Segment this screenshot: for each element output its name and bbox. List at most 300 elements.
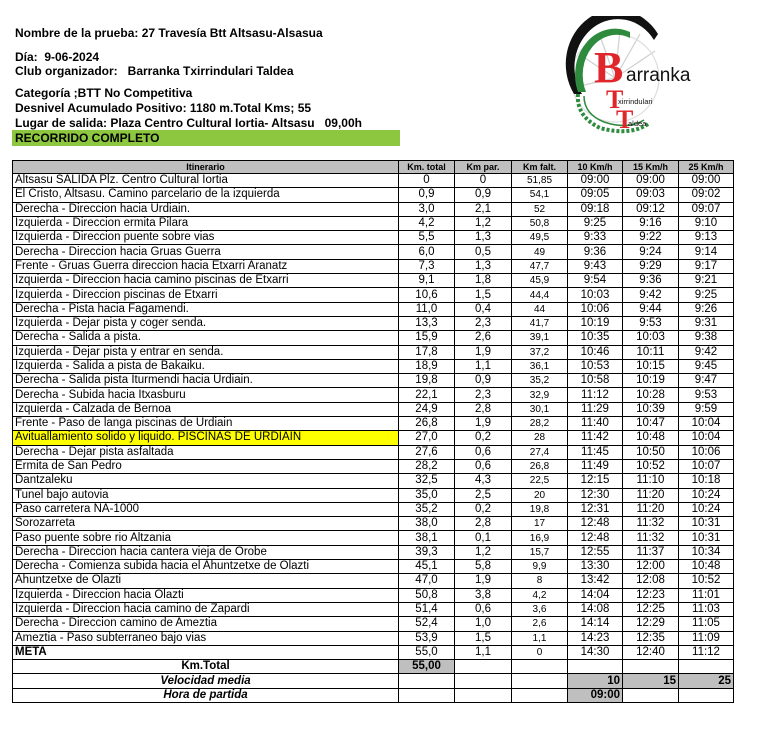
time-25kmh-cell: 10:52 xyxy=(679,574,734,588)
time-10kmh-cell: 10:53 xyxy=(568,359,623,373)
time-15kmh-cell: 09:03 xyxy=(623,188,679,202)
col-header-25kmh: 25 Km/h xyxy=(679,161,734,174)
km-partial-cell: 1,0 xyxy=(455,617,512,631)
time-15kmh-cell: 12:25 xyxy=(623,602,679,616)
itinerary-cell: Sorozarreta xyxy=(13,517,399,531)
time-10kmh-cell: 10:06 xyxy=(568,302,623,316)
itinerary-cell: Dantzaleku xyxy=(13,474,399,488)
itinerary-cell: Derecha - Salida a pista. xyxy=(13,331,399,345)
table-row xyxy=(13,588,734,602)
km-partial-cell: 0,6 xyxy=(455,602,512,616)
elevation-info: Desnivel Acumulado Positivo: 1180 m.Total Kms; 55 xyxy=(15,101,312,115)
time-25kmh-cell: 10:48 xyxy=(679,560,734,574)
km-total-cell: 39,3 xyxy=(399,545,455,559)
km-total-cell: 47,0 xyxy=(399,574,455,588)
empty-cell xyxy=(455,688,512,702)
time-10kmh-cell: 11:12 xyxy=(568,388,623,402)
km-remaining-cell: 15,7 xyxy=(512,545,568,559)
km-partial-cell: 1,9 xyxy=(455,417,512,431)
route-table xyxy=(12,160,734,703)
km-total-cell: 53,9 xyxy=(399,631,455,645)
col-header-km-par: Km par. xyxy=(455,161,512,174)
time-15kmh-cell: 12:08 xyxy=(623,574,679,588)
itinerary-cell: Izquierda - Direccion hacia camino de Zapardi xyxy=(13,602,399,616)
km-total-cell: 13,3 xyxy=(399,316,455,330)
time-10kmh-cell: 11:29 xyxy=(568,402,623,416)
table-row xyxy=(13,502,734,516)
time-15kmh-cell: 9:36 xyxy=(623,274,679,288)
itinerary-cell: Derecha - Direccion hacia cantera vieja de Orobe xyxy=(13,545,399,559)
km-total-cell: 50,8 xyxy=(399,588,455,602)
km-partial-cell: 5,8 xyxy=(455,560,512,574)
km-partial-cell: 1,2 xyxy=(455,216,512,230)
time-10kmh-cell: 9:36 xyxy=(568,245,623,259)
time-15kmh-cell: 10:50 xyxy=(623,445,679,459)
time-25kmh-cell: 9:26 xyxy=(679,302,734,316)
km-remaining-cell: 30,1 xyxy=(512,402,568,416)
km-remaining-cell: 49 xyxy=(512,245,568,259)
km-partial-cell: 1,3 xyxy=(455,259,512,273)
time-15kmh-cell: 11:10 xyxy=(623,474,679,488)
table-row xyxy=(13,545,734,559)
speed-15: 15 xyxy=(623,674,679,688)
time-25kmh-cell: 10:07 xyxy=(679,459,734,473)
km-partial-cell: 0,6 xyxy=(455,459,512,473)
logo-letter-t1: T xyxy=(606,85,624,114)
km-remaining-cell: 2,6 xyxy=(512,617,568,631)
time-10kmh-cell: 13:42 xyxy=(568,574,623,588)
itinerary-cell: Derecha - Pista hacia Fagamendi. xyxy=(13,302,399,316)
km-total-cell: 10,6 xyxy=(399,288,455,302)
itinerary-cell: Frente - Gruas Guerra direccion hacia Etxarri Aranatz xyxy=(13,259,399,273)
itinerary-cell: Izquierda - Calzada de Bernoa xyxy=(13,402,399,416)
km-total-cell: 3,0 xyxy=(399,202,455,216)
km-total-cell: 4,2 xyxy=(399,216,455,230)
km-partial-cell: 1,9 xyxy=(455,345,512,359)
km-partial-cell: 2,5 xyxy=(455,488,512,502)
itinerary-cell: Izquierda - Direccion ermita Pilara xyxy=(13,216,399,230)
time-15kmh-cell: 12:29 xyxy=(623,617,679,631)
km-total-cell: 32,5 xyxy=(399,474,455,488)
km-remaining-cell: 47,7 xyxy=(512,259,568,273)
km-partial-cell: 1,2 xyxy=(455,545,512,559)
table-row xyxy=(13,188,734,202)
km-partial-cell: 2,8 xyxy=(455,402,512,416)
km-total-cell: 28,2 xyxy=(399,459,455,473)
table-header-row xyxy=(13,161,734,174)
time-25kmh-cell: 10:31 xyxy=(679,517,734,531)
table-row xyxy=(13,517,734,531)
time-25kmh-cell: 09:02 xyxy=(679,188,734,202)
km-remaining-cell: 26,8 xyxy=(512,459,568,473)
time-25kmh-cell: 10:18 xyxy=(679,474,734,488)
time-10kmh-cell: 11:45 xyxy=(568,445,623,459)
table-row xyxy=(13,631,734,645)
km-total-cell: 26,8 xyxy=(399,417,455,431)
speed-10: 10 xyxy=(568,674,623,688)
itinerary-cell: Derecha - Subida hacia Itxasburu xyxy=(13,388,399,402)
empty-cell xyxy=(679,660,734,674)
km-remaining-cell: 41,7 xyxy=(512,316,568,330)
speed-25: 25 xyxy=(679,674,734,688)
average-speed-row xyxy=(13,674,734,688)
start-place: Lugar de salida: Plaza Centro Cultural Iortia- Altsasu 09,00h xyxy=(15,116,362,130)
time-15kmh-cell: 10:48 xyxy=(623,431,679,445)
km-remaining-cell: 19,8 xyxy=(512,502,568,516)
time-15kmh-cell: 09:12 xyxy=(623,202,679,216)
table-row xyxy=(13,445,734,459)
itinerary-cell: Derecha - Comienza subida hacia el Ahuntzetxe de Olazti xyxy=(13,560,399,574)
time-10kmh-cell: 12:48 xyxy=(568,531,623,545)
time-10kmh-cell: 14:04 xyxy=(568,588,623,602)
itinerary-cell: Ahuntzetxe de Olazti xyxy=(13,574,399,588)
time-25kmh-cell: 10:31 xyxy=(679,531,734,545)
time-15kmh-cell: 12:40 xyxy=(623,645,679,659)
col-header-itinerario: Itinerario xyxy=(13,161,399,174)
time-25kmh-cell: 10:06 xyxy=(679,445,734,459)
km-total-cell: 52,4 xyxy=(399,617,455,631)
km-remaining-cell: 45,9 xyxy=(512,274,568,288)
time-25kmh-cell: 10:34 xyxy=(679,545,734,559)
table-row xyxy=(13,231,734,245)
empty-cell xyxy=(512,660,568,674)
table-row xyxy=(13,288,734,302)
empty-cell xyxy=(623,660,679,674)
km-partial-cell: 0,6 xyxy=(455,445,512,459)
itinerary-cell: Derecha - Dejar pista asfaltada xyxy=(13,445,399,459)
km-total-value: 55,00 xyxy=(399,660,455,674)
time-10kmh-cell: 14:30 xyxy=(568,645,623,659)
time-15kmh-cell: 10:52 xyxy=(623,459,679,473)
time-25kmh-cell: 9:31 xyxy=(679,316,734,330)
time-10kmh-cell: 14:14 xyxy=(568,617,623,631)
km-remaining-cell: 0 xyxy=(512,645,568,659)
km-partial-cell: 1,3 xyxy=(455,231,512,245)
table-row xyxy=(13,359,734,373)
start-time-value: 09:00 xyxy=(568,688,623,702)
km-partial-cell: 2,1 xyxy=(455,202,512,216)
itinerary-cell: Ermita de San Pedro xyxy=(13,459,399,473)
km-total-cell: 5,5 xyxy=(399,231,455,245)
km-partial-cell: 2,8 xyxy=(455,517,512,531)
barranka-logo-icon xyxy=(560,16,710,134)
time-10kmh-cell: 14:23 xyxy=(568,631,623,645)
km-remaining-cell: 20 xyxy=(512,488,568,502)
km-partial-cell: 2,6 xyxy=(455,331,512,345)
itinerary-cell: Paso carretera NA-1000 xyxy=(13,502,399,516)
time-25kmh-cell: 9:42 xyxy=(679,345,734,359)
time-15kmh-cell: 11:37 xyxy=(623,545,679,559)
table-row xyxy=(13,174,734,188)
time-10kmh-cell: 10:19 xyxy=(568,316,623,330)
km-total-cell: 6,0 xyxy=(399,245,455,259)
km-total-cell: 0 xyxy=(399,174,455,188)
itinerary-cell: Paso puente sobre rio Altzania xyxy=(13,531,399,545)
itinerary-cell: Derecha - Direccion hacia Gruas Guerra xyxy=(13,245,399,259)
km-remaining-cell: 39,1 xyxy=(512,331,568,345)
table-row xyxy=(13,474,734,488)
time-10kmh-cell: 10:35 xyxy=(568,331,623,345)
col-header-15kmh: 15 Km/h xyxy=(623,161,679,174)
km-remaining-cell: 54,1 xyxy=(512,188,568,202)
time-15kmh-cell: 11:20 xyxy=(623,502,679,516)
itinerary-cell: Izquierda - Direccion hacia Olazti xyxy=(13,588,399,602)
km-partial-cell: 1,8 xyxy=(455,274,512,288)
event-name: Nombre de la prueba: 27 Travesía Btt Altsasu-Alsasua xyxy=(15,26,323,40)
logo-text-taldea: aldea xyxy=(628,119,647,128)
table-row xyxy=(13,331,734,345)
itinerary-cell: Izquierda - Dejar pista y coger senda. xyxy=(13,316,399,330)
time-15kmh-cell: 10:11 xyxy=(623,345,679,359)
km-partial-cell: 0 xyxy=(455,174,512,188)
time-15kmh-cell: 9:22 xyxy=(623,231,679,245)
time-10kmh-cell: 9:25 xyxy=(568,216,623,230)
km-remaining-cell: 37,2 xyxy=(512,345,568,359)
itinerary-cell: Izquierda - Direccion piscinas de Etxarri xyxy=(13,288,399,302)
km-remaining-cell: 1,1 xyxy=(512,631,568,645)
time-10kmh-cell: 09:00 xyxy=(568,174,623,188)
km-partial-cell: 4,3 xyxy=(455,474,512,488)
table-row xyxy=(13,617,734,631)
time-25kmh-cell: 9:17 xyxy=(679,259,734,273)
km-partial-cell: 0,9 xyxy=(455,188,512,202)
km-total-cell: 51,4 xyxy=(399,602,455,616)
km-remaining-cell: 17 xyxy=(512,517,568,531)
itinerary-cell: Derecha - Direccion camino de Ameztia xyxy=(13,617,399,631)
time-25kmh-cell: 11:03 xyxy=(679,602,734,616)
table-row xyxy=(13,488,734,502)
time-15kmh-cell: 9:42 xyxy=(623,288,679,302)
time-15kmh-cell: 11:20 xyxy=(623,488,679,502)
time-10kmh-cell: 9:54 xyxy=(568,274,623,288)
start-time-label: Hora de partida xyxy=(13,688,399,702)
time-15kmh-cell: 9:44 xyxy=(623,302,679,316)
empty-cell xyxy=(455,660,512,674)
logo-text-barranka: arranka xyxy=(626,65,691,86)
km-partial-cell: 0,9 xyxy=(455,374,512,388)
km-total-cell: 0,9 xyxy=(399,188,455,202)
km-partial-cell: 0,4 xyxy=(455,302,512,316)
itinerary-cell: Izquierda - Direccion puente sobre vias xyxy=(13,231,399,245)
km-total-cell: 24,9 xyxy=(399,402,455,416)
route-table-body xyxy=(13,174,734,660)
km-remaining-cell: 49,5 xyxy=(512,231,568,245)
time-25kmh-cell: 9:59 xyxy=(679,402,734,416)
event-date: Día: 9-06-2024 xyxy=(15,50,100,64)
km-remaining-cell: 44 xyxy=(512,302,568,316)
km-total-cell: 55,0 xyxy=(399,645,455,659)
time-25kmh-cell: 10:04 xyxy=(679,431,734,445)
km-remaining-cell: 8 xyxy=(512,574,568,588)
time-10kmh-cell: 11:42 xyxy=(568,431,623,445)
table-row xyxy=(13,274,734,288)
col-header-km-total: Km. total xyxy=(399,161,455,174)
time-10kmh-cell: 09:05 xyxy=(568,188,623,202)
km-partial-cell: 1,1 xyxy=(455,645,512,659)
time-15kmh-cell: 10:47 xyxy=(623,417,679,431)
km-total-cell: 35,2 xyxy=(399,502,455,516)
event-category: Categoría ;BTT No Competitiva xyxy=(15,86,193,100)
itinerary-cell: Avituallamiento solido y liquido. PISCINAS DE URDIAIN xyxy=(13,431,399,445)
time-25kmh-cell: 9:14 xyxy=(679,245,734,259)
km-partial-cell: 2,3 xyxy=(455,388,512,402)
km-remaining-cell: 3,6 xyxy=(512,602,568,616)
km-total-cell: 38,1 xyxy=(399,531,455,545)
time-25kmh-cell: 9:10 xyxy=(679,216,734,230)
itinerary-cell: Derecha - Direccion hacia Urdiain. xyxy=(13,202,399,216)
empty-cell xyxy=(512,688,568,702)
time-10kmh-cell: 11:49 xyxy=(568,459,623,473)
km-partial-cell: 0,5 xyxy=(455,245,512,259)
logo-letter-b: B xyxy=(594,43,624,92)
itinerary-cell: Altsasu SALIDA Plz. Centro Cultural Iortia xyxy=(13,174,399,188)
km-remaining-cell: 51,85 xyxy=(512,174,568,188)
time-25kmh-cell: 09:07 xyxy=(679,202,734,216)
table-row xyxy=(13,316,734,330)
time-15kmh-cell: 10:15 xyxy=(623,359,679,373)
time-25kmh-cell: 11:12 xyxy=(679,645,734,659)
itinerary-cell: Ameztia - Paso subterraneo bajo vias xyxy=(13,631,399,645)
empty-cell xyxy=(399,674,455,688)
km-total-cell: 15,9 xyxy=(399,331,455,345)
km-total-label: Km.Total xyxy=(13,660,399,674)
table-row xyxy=(13,459,734,473)
table-row xyxy=(13,417,734,431)
table-row xyxy=(13,345,734,359)
itinerary-cell: META xyxy=(13,645,399,659)
km-partial-cell: 3,8 xyxy=(455,588,512,602)
km-partial-cell: 1,5 xyxy=(455,631,512,645)
km-total-cell: 18,9 xyxy=(399,359,455,373)
time-25kmh-cell: 11:05 xyxy=(679,617,734,631)
time-15kmh-cell: 11:32 xyxy=(623,531,679,545)
table-row xyxy=(13,216,734,230)
table-row xyxy=(13,560,734,574)
km-total-row xyxy=(13,660,734,674)
km-partial-cell: 1,9 xyxy=(455,574,512,588)
time-25kmh-cell: 11:01 xyxy=(679,588,734,602)
time-25kmh-cell: 9:25 xyxy=(679,288,734,302)
itinerary-cell: Izquierda - Dejar pista y entrar en senda. xyxy=(13,345,399,359)
empty-cell xyxy=(399,688,455,702)
time-15kmh-cell: 9:29 xyxy=(623,259,679,273)
time-15kmh-cell: 10:03 xyxy=(623,331,679,345)
km-total-cell: 27,6 xyxy=(399,445,455,459)
km-partial-cell: 1,1 xyxy=(455,359,512,373)
route-banner: RECORRIDO COMPLETO xyxy=(12,130,400,146)
table-row xyxy=(13,202,734,216)
table-row xyxy=(13,531,734,545)
km-remaining-cell: 35,2 xyxy=(512,374,568,388)
table-row xyxy=(13,602,734,616)
time-25kmh-cell: 9:53 xyxy=(679,388,734,402)
time-15kmh-cell: 10:39 xyxy=(623,402,679,416)
km-total-cell: 35,0 xyxy=(399,488,455,502)
empty-cell xyxy=(512,674,568,688)
km-partial-cell: 0,2 xyxy=(455,502,512,516)
time-25kmh-cell: 9:13 xyxy=(679,231,734,245)
organizing-club: Club organizador: Barranka Txirrindulari Taldea xyxy=(15,64,294,78)
km-remaining-cell: 9,9 xyxy=(512,560,568,574)
itinerary-cell: Izquierda - Direccion hacia camino piscinas de Etxarri xyxy=(13,274,399,288)
km-total-cell: 38,0 xyxy=(399,517,455,531)
km-remaining-cell: 44,4 xyxy=(512,288,568,302)
itinerary-cell: Frente - Paso de langa piscinas de Urdiain xyxy=(13,417,399,431)
time-10kmh-cell: 9:43 xyxy=(568,259,623,273)
time-10kmh-cell: 10:46 xyxy=(568,345,623,359)
km-partial-cell: 0,1 xyxy=(455,531,512,545)
time-10kmh-cell: 12:48 xyxy=(568,517,623,531)
time-10kmh-cell: 09:18 xyxy=(568,202,623,216)
time-15kmh-cell: 10:28 xyxy=(623,388,679,402)
time-15kmh-cell: 9:24 xyxy=(623,245,679,259)
empty-cell xyxy=(623,688,679,702)
km-remaining-cell: 36,1 xyxy=(512,359,568,373)
time-10kmh-cell: 10:58 xyxy=(568,374,623,388)
time-25kmh-cell: 10:24 xyxy=(679,502,734,516)
time-25kmh-cell: 09:00 xyxy=(679,174,734,188)
time-25kmh-cell: 9:47 xyxy=(679,374,734,388)
km-partial-cell: 1,5 xyxy=(455,288,512,302)
time-15kmh-cell: 12:00 xyxy=(623,560,679,574)
km-total-cell: 7,3 xyxy=(399,259,455,273)
time-10kmh-cell: 12:55 xyxy=(568,545,623,559)
table-row xyxy=(13,402,734,416)
time-15kmh-cell: 12:35 xyxy=(623,631,679,645)
table-row xyxy=(13,388,734,402)
time-25kmh-cell: 9:38 xyxy=(679,331,734,345)
start-time-row xyxy=(13,688,734,702)
km-total-cell: 17,8 xyxy=(399,345,455,359)
time-10kmh-cell: 11:40 xyxy=(568,417,623,431)
logo-letter-t2: T xyxy=(616,105,634,134)
empty-cell xyxy=(455,674,512,688)
time-25kmh-cell: 10:04 xyxy=(679,417,734,431)
km-partial-cell: 2,3 xyxy=(455,316,512,330)
time-15kmh-cell: 09:00 xyxy=(623,174,679,188)
col-header-10kmh: 10 Km/h xyxy=(568,161,623,174)
km-remaining-cell: 16,9 xyxy=(512,531,568,545)
time-15kmh-cell: 12:23 xyxy=(623,588,679,602)
empty-cell xyxy=(568,660,623,674)
table-row xyxy=(13,574,734,588)
itinerary-cell: Izquierda - Salida a pista de Bakaiku. xyxy=(13,359,399,373)
km-remaining-cell: 28 xyxy=(512,431,568,445)
time-25kmh-cell: 10:24 xyxy=(679,488,734,502)
table-row xyxy=(13,645,734,659)
logo-text-txirrindulari: xirrindulari xyxy=(618,97,653,106)
time-10kmh-cell: 13:30 xyxy=(568,560,623,574)
time-25kmh-cell: 9:45 xyxy=(679,359,734,373)
table-row xyxy=(13,431,734,445)
km-total-cell: 9,1 xyxy=(399,274,455,288)
table-row xyxy=(13,259,734,273)
km-remaining-cell: 50,8 xyxy=(512,216,568,230)
itinerary-cell: Derecha - Salida pista Iturmendi hacia Urdiain. xyxy=(13,374,399,388)
col-header-km-falt: Km falt. xyxy=(512,161,568,174)
km-total-cell: 45,1 xyxy=(399,560,455,574)
km-total-cell: 27,0 xyxy=(399,431,455,445)
km-remaining-cell: 52 xyxy=(512,202,568,216)
km-remaining-cell: 32,9 xyxy=(512,388,568,402)
km-remaining-cell: 22,5 xyxy=(512,474,568,488)
km-partial-cell: 0,2 xyxy=(455,431,512,445)
time-15kmh-cell: 9:53 xyxy=(623,316,679,330)
km-total-cell: 19,8 xyxy=(399,374,455,388)
time-25kmh-cell: 11:09 xyxy=(679,631,734,645)
empty-cell xyxy=(679,688,734,702)
itinerary-cell: El Cristo, Altsasu. Camino parcelario de la izquierda xyxy=(13,188,399,202)
